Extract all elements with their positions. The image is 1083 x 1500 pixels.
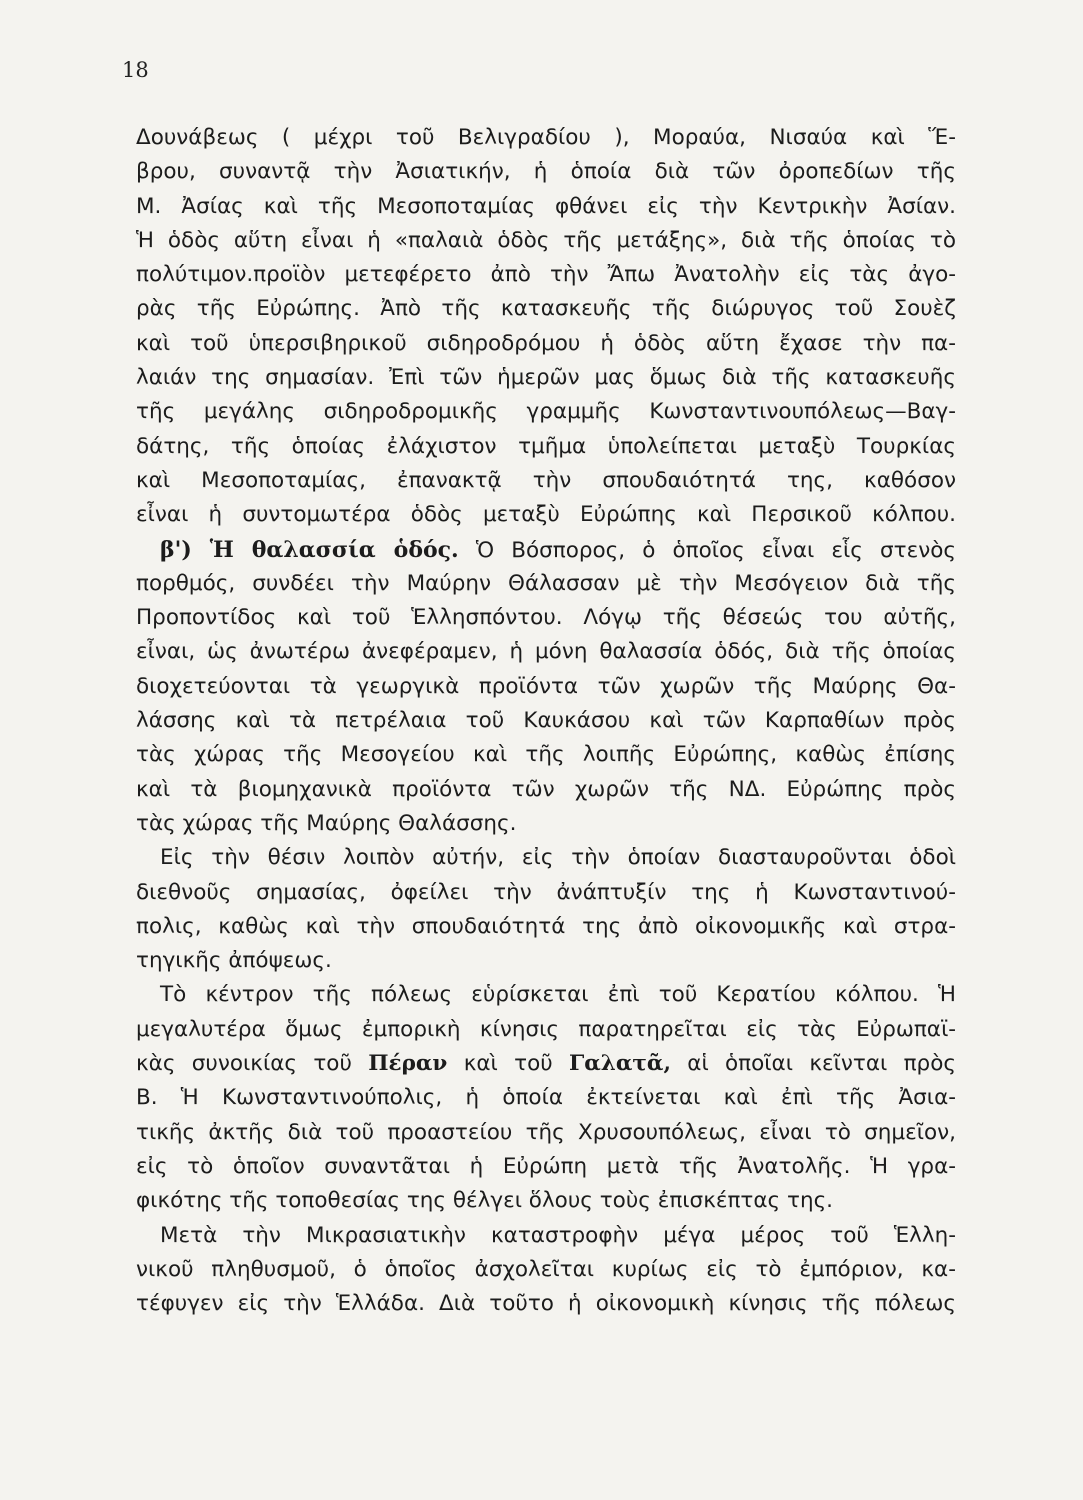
text-line: πορθμός, συνδέει τὴν Μαύρην Θάλασσαν μὲ τὴν Μεσόγειον διὰ τῆς xyxy=(136,570,956,596)
text-line: εἶναι ἡ συντομωτέρα ὁδὸς μεταξὺ Εὐρώπης καὶ Περσικοῦ κόλπου. xyxy=(136,502,956,528)
text-line: τηγικῆς ἀπόψεως. xyxy=(136,948,332,974)
text-line: φικότης τῆς τοποθεσίας της θέλγει ὅλους τοὺς ἐπισκέπτας της. xyxy=(136,1188,834,1214)
text-line: λαιάν της σημασίαν. Ἐπὶ τῶν ἡμερῶν μας ὅμως διὰ τῆς κατασκευῆς xyxy=(136,365,956,391)
text-line: καὶ τὰ βιομηχανικὰ προϊόντα τῶν χωρῶν τῆς ΝΔ. Εὐρώπης πρὸς xyxy=(136,776,956,802)
text-line: Β. Ἡ Κωνσταντινούπολις, ἡ ὁποία ἐκτείνεται καὶ ἐπὶ τῆς Ἀσια- xyxy=(136,1085,956,1111)
page-number: 18 xyxy=(122,58,149,82)
text-line: λάσσης καὶ τὰ πετρέλαια τοῦ Καυκάσου καὶ τῶν Καρπαθίων πρὸς xyxy=(136,708,956,734)
text-line: καὶ τοῦ ὑπερσιβηρικοῦ σιδηροδρόμου ἡ ὁδὸς αὕτη ἔχασε τὴν πα- xyxy=(136,330,956,356)
text-line: τὰς χώρας τῆς Μαύρης Θαλάσσης. xyxy=(136,810,517,836)
text-line: πολύτιμον.προϊὸν μετεφέρετο ἀπὸ τὴν Ἄπω Ἀνατολὴν εἰς τὰς ἀγο- xyxy=(136,262,956,288)
text-line: Ἡ ὁδὸς αὕτη εἶναι ἡ «παλαιὰ ὁδὸς τῆς μετάξης», διὰ τῆς ὁποίας τὸ xyxy=(136,227,956,253)
paragraph-1 xyxy=(136,121,956,533)
text-line: Μετὰ τὴν Μικρασιατικὴν καταστροφὴν μέγα μέρος τοῦ Ἑλλη- xyxy=(160,1222,956,1248)
body-text xyxy=(136,121,956,1321)
text-line: τὰς χώρας τῆς Μεσογείου καὶ τῆς λοιπῆς Εὐρώπης, καθὼς ἐπίσης xyxy=(136,742,956,768)
text-line: καὶ Μεσοποταμίας, ἐπανακτᾷ τὴν σπουδαιότητά της, καθόσον xyxy=(136,467,956,493)
text-line: εἰς τὸ ὁποῖον συναντᾶται ἡ Εὐρώπη μετὰ τῆς Ἀνατολῆς. Ἡ γρα- xyxy=(136,1153,956,1179)
paragraph-2 xyxy=(136,533,956,842)
place-name-peran: Πέραν xyxy=(368,1051,448,1077)
section-heading: β') Ἡ θαλασσία ὁδός. xyxy=(160,536,459,563)
text-line: Μ. Ἀσίας καὶ τῆς Μεσοποταμίας φθάνει εἰς τὴν Κεντρικὴν Ἀσίαν. xyxy=(136,193,956,219)
text-line: μεγαλυτέρα ὅμως ἐμπορικὴ κίνησις παρατηρεῖται εἰς τὰς Εὐρωπαϊ- xyxy=(136,1016,956,1042)
paragraph-4 xyxy=(136,978,956,1218)
text-line xyxy=(136,533,956,567)
text-line: πολις, καθὼς καὶ τὴν σπουδαιότητά της ἀπὸ οἰκονομικῆς καὶ στρα- xyxy=(136,913,956,939)
text-line: βρου, συναντᾷ τὴν Ἀσιατικήν, ἡ ὁποία διὰ τῶν ὀροπεδίων τῆς xyxy=(136,159,956,185)
text-line: διοχετεύονται τὰ γεωργικὰ προϊόντα τῶν χωρῶν τῆς Μαύρης Θα- xyxy=(136,673,956,699)
text-line: Προποντίδος καὶ τοῦ Ἑλλησπόντου. Λόγῳ τῆς θέσεώς του αὐτῆς, xyxy=(136,605,956,631)
text-line: τικῆς ἀκτῆς διὰ τοῦ προαστείου τῆς Χρυσουπόλεως, εἶναι τὸ σημεῖον, xyxy=(136,1119,956,1145)
text-line: ρὰς τῆς Εὐρώπης. Ἀπὸ τῆς κατασκευῆς τῆς διώρυγος τοῦ Σουὲζ xyxy=(136,296,956,322)
text-line: δάτης, τῆς ὁποίας ἐλάχιστον τμῆμα ὑπολείπεται μεταξὺ Τουρκίας xyxy=(136,433,956,459)
text-line: διεθνοῦς σημασίας, ὀφείλει τὴν ἀνάπτυξίν της ἡ Κωνσταντινού- xyxy=(136,879,956,905)
text-line: τῆς μεγάλης σιδηροδρομικῆς γραμμῆς Κωνσταντινουπόλεως—Βαγ- xyxy=(136,399,956,425)
text-line: τέφυγεν εἰς τὴν Ἑλλάδα. Διὰ τοῦτο ἡ οἰκονομικὴ κίνησις τῆς πόλεως xyxy=(136,1291,956,1317)
place-name-galata: Γαλατᾶ, xyxy=(569,1051,671,1077)
paragraph-5 xyxy=(136,1219,956,1322)
paragraph-3 xyxy=(136,841,956,978)
text-run: αἱ ὁποῖαι κεῖνται πρὸς xyxy=(687,1051,956,1077)
text-run: Ὁ Βόσπορος, ὁ ὁποῖος εἶναι εἷς στενὸς xyxy=(475,537,957,563)
text-line: Τὸ κέντρον τῆς πόλεως εὑρίσκεται ἐπὶ τοῦ Κερατίου κόλπου. Ἡ xyxy=(160,982,956,1008)
text-line: Δουνάβεως ( μέχρι τοῦ Βελιγραδίου ), Μοραύα, Νισαύα καὶ Ἕ- xyxy=(136,125,956,150)
text-run: καὶ τοῦ xyxy=(463,1051,553,1077)
text-line: εἶναι, ὡς ἀνωτέρω ἀνεφέραμεν, ἡ μόνη θαλασσία ὁδός, διὰ τῆς ὁποίας xyxy=(136,639,956,665)
text-run: κὰς συνοικίας τοῦ xyxy=(136,1051,352,1077)
text-line xyxy=(136,1047,956,1081)
text-line: νικοῦ πληθυσμοῦ, ὁ ὁποῖος ἀσχολεῖται κυρίως εἰς τὸ ἐμπόριον, κα- xyxy=(136,1256,956,1282)
text-line: Εἰς τὴν θέσιν λοιπὸν αὐτήν, εἰς τὴν ὁποίαν διασταυροῦνται ὁδοὶ xyxy=(160,845,956,871)
